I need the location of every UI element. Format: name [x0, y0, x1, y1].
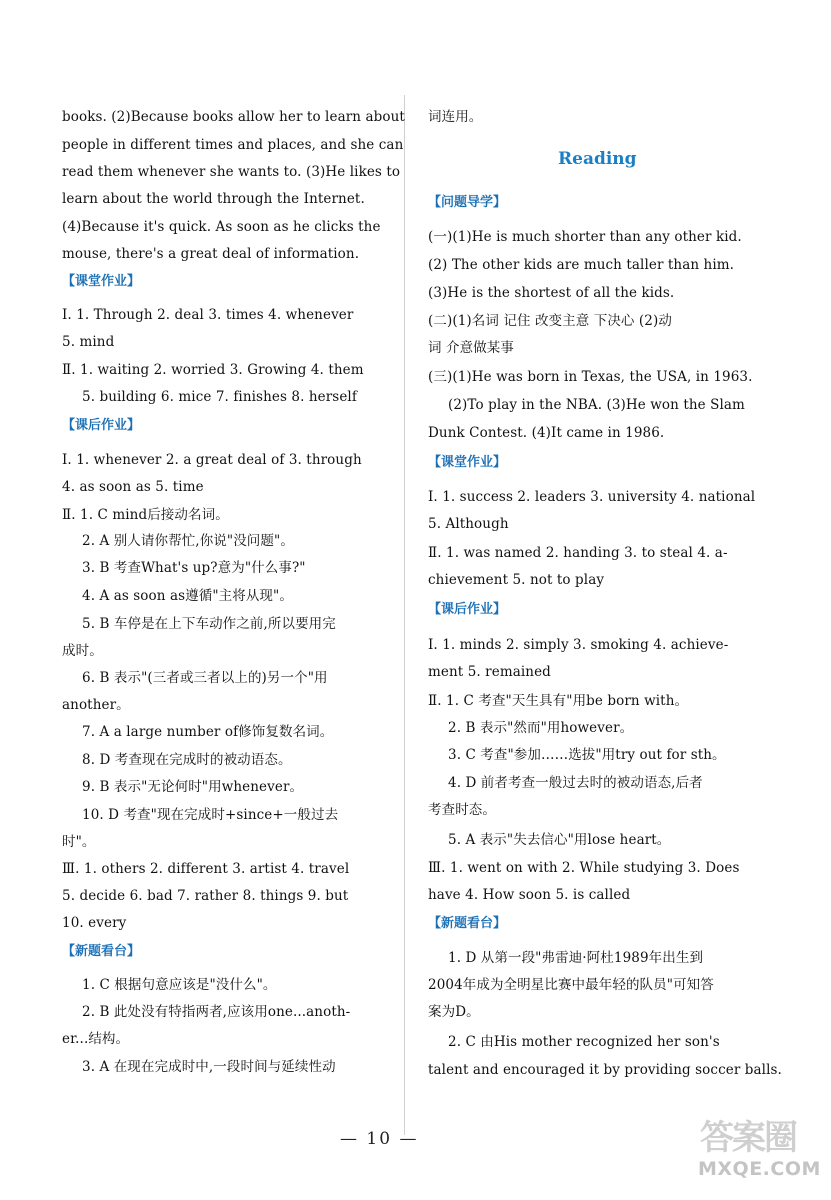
section-heading-new-questions: 【新题看台】 [428, 916, 507, 931]
answer-line: 成时。 [62, 643, 103, 659]
answer-line: 3. C 考查"参加……选拔"用try out for sth。 [448, 747, 726, 763]
answer-line: 4. D 前者考查一般过去时的被动语态,后者 [448, 775, 703, 791]
answer-line: 2. B 此处没有特指两者,应该用one...anoth- [82, 1004, 351, 1020]
answer-line: 8. D 考查现在完成时的被动语态。 [82, 752, 292, 768]
answer-line: Dunk Contest. (4)It came in 1986. [428, 425, 665, 441]
answer-line: Ⅰ. 1. minds 2. simply 3. smoking 4. achieve- [428, 637, 729, 653]
answer-line: chievement 5. not to play [428, 572, 605, 588]
answer-line: (2)To play in the NBA. (3)He won the Slam [448, 397, 745, 413]
watermark-url: MXQE.COM [698, 1158, 821, 1180]
answer-line: 2. B 表示"然而"用however。 [448, 720, 634, 736]
answer-line: Ⅱ. 1. C mind后接动名词。 [62, 507, 229, 523]
answer-line: er...结构。 [62, 1031, 130, 1047]
answer-line: have 4. How soon 5. is called [428, 887, 631, 903]
answer-line: 时"。 [62, 834, 96, 850]
text-line: read them whenever she wants to. (3)He likes to [62, 164, 401, 180]
answer-line: Ⅰ. 1. Through 2. deal 3. times 4. whenever [62, 307, 354, 323]
answer-line: (3)He is the shortest of all the kids. [428, 285, 675, 301]
answer-line: 5. mind [62, 334, 115, 350]
answer-line: 词 介意做某事 [428, 340, 514, 356]
answer-line: Ⅰ. 1. whenever 2. a great deal of 3. through [62, 452, 362, 468]
text-line: mouse, there's a great deal of information. [62, 246, 360, 262]
answer-line: 5. B 车停是在上下车动作之前,所以要用完 [82, 616, 336, 632]
answer-line: 5. building 6. mice 7. finishes 8. herself [82, 389, 357, 405]
section-heading-homework: 【课后作业】 [428, 602, 507, 617]
answer-line: 2. A 别人请你帮忙,你说"没问题"。 [82, 533, 294, 549]
answer-line: 5. A 表示"失去信心"用lose heart。 [448, 832, 671, 848]
text-line: books. (2)Because books allow her to learn about [62, 109, 405, 125]
answer-line: 3. B 考查What's up?意为"什么事?" [82, 560, 306, 576]
text-line: people in different times and places, and she can [62, 137, 404, 153]
watermark-text: 答案圈 [700, 1118, 796, 1158]
text-line: learn about the world through the Internet. [62, 191, 365, 207]
answer-line: another。 [62, 697, 130, 713]
answer-line: (二)(1)名词 记住 改变主意 下决心 (2)动 [428, 313, 672, 329]
answer-line: talent and encouraged it by providing soccer balls. [428, 1062, 782, 1078]
answer-line: Ⅲ. 1. others 2. different 3. artist 4. travel [62, 861, 350, 877]
answer-line: (一)(1)He is much shorter than any other kid. [428, 229, 742, 245]
answer-line: 3. A 在现在完成时中,一段时间与延续性动 [82, 1059, 336, 1075]
answer-line: 5. Although [428, 516, 509, 532]
answer-line: 2004年成为全明星比赛中最年轻的队员"可知答 [428, 977, 714, 993]
answer-line: 10. every [62, 915, 127, 931]
answer-line: ment 5. remained [428, 664, 551, 680]
answer-line: 1. C 根据句意应该是"没什么"。 [82, 977, 277, 993]
answer-line: Ⅱ. 1. C 考查"天生具有"用be born with。 [428, 693, 689, 709]
answer-line: 2. C 由His mother recognized her son's [448, 1034, 720, 1050]
answer-line: 1. D 从第一段"弗雷迪·阿杜1989年出生到 [448, 950, 704, 966]
answer-line: Ⅱ. 1. was named 2. handing 3. to steal 4. a- [428, 545, 728, 561]
answer-line: 7. A a large number of修饰复数名词。 [82, 724, 334, 740]
answer-line: 案为D。 [428, 1004, 480, 1020]
answer-line: 6. B 表示"(三者或三者以上的)另一个"用 [82, 670, 328, 686]
answer-line: 考查时态。 [428, 802, 496, 818]
answer-line: 5. decide 6. bad 7. rather 8. things 9. but [62, 888, 349, 904]
answer-line: 9. B 表示"无论何时"用whenever。 [82, 779, 304, 795]
section-heading-classwork: 【课堂作业】 [428, 455, 507, 470]
answer-line: Ⅰ. 1. success 2. leaders 3. university 4. national [428, 489, 756, 505]
answer-line: Ⅲ. 1. went on with 2. While studying 3. Does [428, 860, 740, 876]
section-heading-classwork: 【课堂作业】 [62, 274, 141, 289]
section-heading-homework: 【课后作业】 [62, 418, 141, 433]
page-number: — 10 — [340, 1129, 419, 1149]
answer-line: Ⅱ. 1. waiting 2. worried 3. Growing 4. them [62, 362, 364, 378]
text-line: (4)Because it's quick. As soon as he clicks the [62, 219, 381, 235]
section-title: Reading [558, 149, 637, 169]
answer-line: 4. as soon as 5. time [62, 479, 204, 495]
text-line: 词连用。 [428, 109, 483, 125]
column-divider [404, 95, 405, 1135]
answer-line: 10. D 考查"现在完成时+since+一般过去 [82, 807, 339, 823]
answer-line: 4. A as soon as遵循"主将从现"。 [82, 588, 293, 604]
answer-line: (2) The other kids are much taller than him. [428, 257, 735, 273]
section-heading-guide: 【问题导学】 [428, 195, 507, 210]
answer-line: (三)(1)He was born in Texas, the USA, in 1963. [428, 369, 753, 385]
section-heading-new-questions: 【新题看台】 [62, 944, 141, 959]
watermark-logo [694, 1106, 819, 1192]
